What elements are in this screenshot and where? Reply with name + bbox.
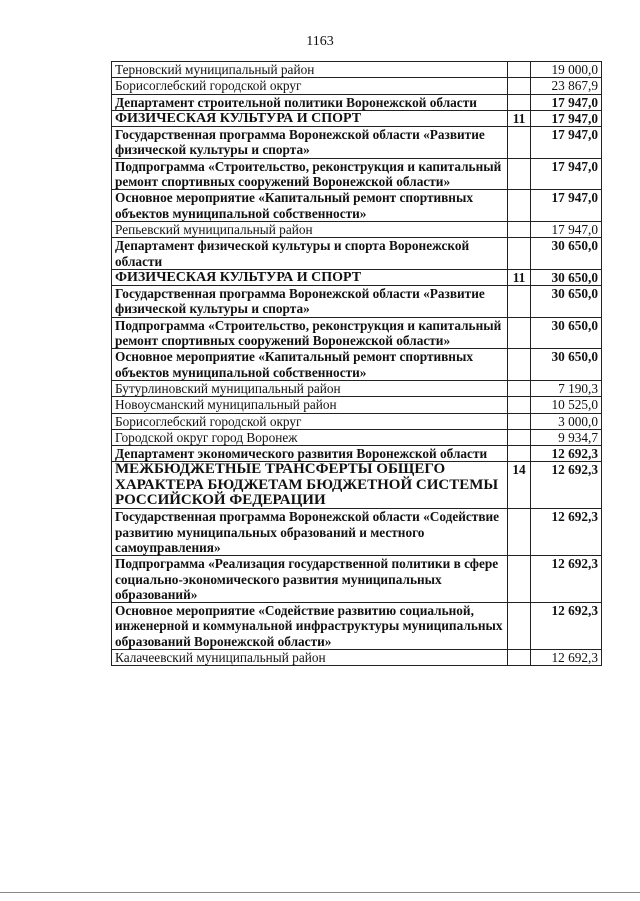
- row-name: ФИЗИЧЕСКАЯ КУЛЬТУРА И СПОРТ: [112, 269, 508, 285]
- row-name: Департамент экономического развития Воронежской области: [112, 446, 508, 462]
- row-section-code: [508, 556, 531, 603]
- row-amount: 3 000,0: [531, 413, 602, 429]
- row-name: Государственная программа Воронежской области «Содействие развитию муниципальных образований и местного самоуправления»: [112, 509, 508, 556]
- table-row: [112, 603, 602, 650]
- row-section-code: [508, 190, 531, 222]
- table-row: [112, 238, 602, 270]
- row-amount: 12 692,3: [531, 509, 602, 556]
- row-name: Основное мероприятие «Капитальный ремонт спортивных объектов муниципальной собственности»: [112, 190, 508, 222]
- row-name: Калачеевский муниципальный район: [112, 649, 508, 665]
- table-row: [112, 380, 602, 396]
- table-row: [112, 649, 602, 665]
- bottom-rule: [0, 892, 640, 893]
- row-amount: 9 934,7: [531, 429, 602, 445]
- row-section-code: [508, 429, 531, 445]
- row-name: Терновский муниципальный район: [112, 62, 508, 78]
- row-section-code: [508, 397, 531, 413]
- row-amount: 30 650,0: [531, 238, 602, 270]
- row-name: Подпрограмма «Строительство, реконструкция и капитальный ремонт спортивных сооружений Воронежской области»: [112, 158, 508, 190]
- row-section-code: [508, 603, 531, 650]
- row-section-code: [508, 446, 531, 462]
- row-amount: 10 525,0: [531, 397, 602, 413]
- row-section-code: [508, 349, 531, 381]
- table-row: [112, 269, 602, 285]
- table-row: [112, 78, 602, 94]
- row-section-code: [508, 286, 531, 318]
- row-name: Борисоглебский городской округ: [112, 78, 508, 94]
- table-row: [112, 349, 602, 381]
- row-section-code: [508, 158, 531, 190]
- row-name: Городской округ город Воронеж: [112, 429, 508, 445]
- row-amount: 12 692,3: [531, 446, 602, 462]
- row-section-code: [508, 509, 531, 556]
- row-section-code: 11: [508, 110, 531, 126]
- row-amount: 17 947,0: [531, 221, 602, 237]
- table-row: [112, 286, 602, 318]
- table-row: [112, 462, 602, 509]
- row-section-code: [508, 78, 531, 94]
- row-section-code: 14: [508, 462, 531, 509]
- row-amount: 17 947,0: [531, 127, 602, 159]
- row-amount: 17 947,0: [531, 158, 602, 190]
- table-row: [112, 127, 602, 159]
- table-row: [112, 158, 602, 190]
- budget-table-body: [112, 62, 602, 666]
- row-name: Бутурлиновский муниципальный район: [112, 380, 508, 396]
- row-amount: 30 650,0: [531, 317, 602, 349]
- row-name: ФИЗИЧЕСКАЯ КУЛЬТУРА И СПОРТ: [112, 110, 508, 126]
- row-name: Репьевский муниципальный район: [112, 221, 508, 237]
- row-name: Департамент физической культуры и спорта Воронежской области: [112, 238, 508, 270]
- row-amount: 17 947,0: [531, 110, 602, 126]
- table-row: [112, 94, 602, 110]
- row-amount: 23 867,9: [531, 78, 602, 94]
- row-amount: 30 650,0: [531, 286, 602, 318]
- row-name: Государственная программа Воронежской области «Развитие физической культуры и спорта»: [112, 127, 508, 159]
- row-section-code: [508, 380, 531, 396]
- row-name: МЕЖБЮДЖЕТНЫЕ ТРАНСФЕРТЫ ОБЩЕГО ХАРАКТЕРА БЮДЖЕТАМ БЮДЖЕТНОЙ СИСТЕМЫ РОССИЙСКОЙ ФЕДЕРАЦИИ: [112, 462, 508, 509]
- row-name: Борисоглебский городской округ: [112, 413, 508, 429]
- row-amount: 17 947,0: [531, 190, 602, 222]
- row-name: Департамент строительной политики Воронежской области: [112, 94, 508, 110]
- row-name: Основное мероприятие «Содействие развитию социальной, инженерной и коммунальной инфраструктуры муниципальных образований Воронежской области»: [112, 603, 508, 650]
- row-name: Основное мероприятие «Капитальный ремонт спортивных объектов муниципальной собственности»: [112, 349, 508, 381]
- row-amount: 19 000,0: [531, 62, 602, 78]
- row-name: Подпрограмма «Реализация государственной политики в сфере социально-экономического развития муниципальных образований»: [112, 556, 508, 603]
- table-row: [112, 317, 602, 349]
- row-amount: 12 692,3: [531, 462, 602, 509]
- page-number: 1163: [306, 34, 334, 49]
- row-section-code: [508, 221, 531, 237]
- row-section-code: [508, 649, 531, 665]
- table-row: [112, 509, 602, 556]
- row-amount: 12 692,3: [531, 649, 602, 665]
- row-section-code: 11: [508, 269, 531, 285]
- row-amount: 17 947,0: [531, 94, 602, 110]
- row-name: Государственная программа Воронежской области «Развитие физической культуры и спорта»: [112, 286, 508, 318]
- table-row: [112, 221, 602, 237]
- table-row: [112, 446, 602, 462]
- table-row: [112, 413, 602, 429]
- table-row: [112, 190, 602, 222]
- row-amount: 12 692,3: [531, 556, 602, 603]
- row-section-code: [508, 413, 531, 429]
- row-section-code: [508, 238, 531, 270]
- table-row: [112, 62, 602, 78]
- row-amount: 30 650,0: [531, 349, 602, 381]
- row-section-code: [508, 94, 531, 110]
- row-section-code: [508, 127, 531, 159]
- row-section-code: [508, 317, 531, 349]
- table-row: [112, 397, 602, 413]
- budget-table: [111, 61, 602, 666]
- row-name: Подпрограмма «Строительство, реконструкция и капитальный ремонт спортивных сооружений Воронежской области»: [112, 317, 508, 349]
- row-amount: 30 650,0: [531, 269, 602, 285]
- table-row: [112, 110, 602, 126]
- row-name: Новоусманский муниципальный район: [112, 397, 508, 413]
- row-amount: 12 692,3: [531, 603, 602, 650]
- table-row: [112, 556, 602, 603]
- row-section-code: [508, 62, 531, 78]
- row-amount: 7 190,3: [531, 380, 602, 396]
- table-row: [112, 429, 602, 445]
